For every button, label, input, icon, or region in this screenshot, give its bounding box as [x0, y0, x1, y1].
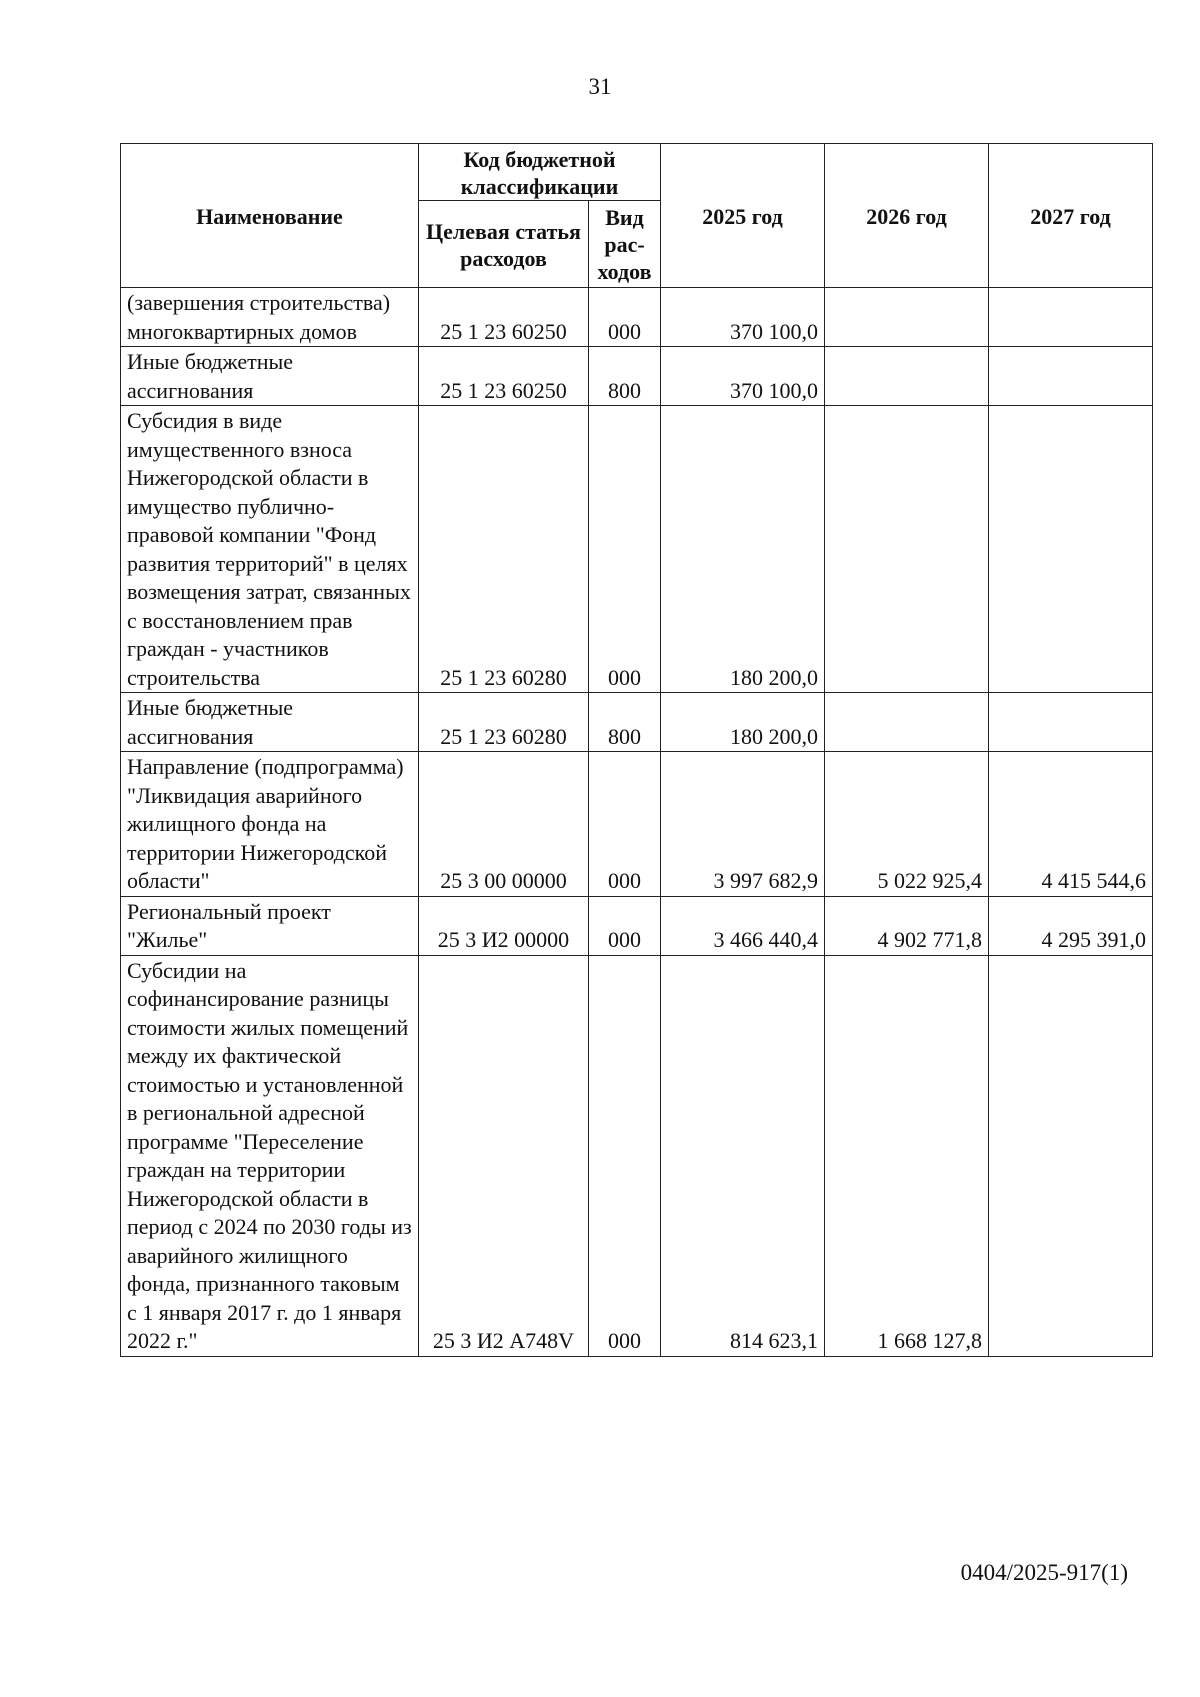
table-row [121, 406, 1153, 693]
row-expense-type: 000 [589, 752, 661, 897]
row-value-2025: 180 200,0 [661, 406, 825, 693]
row-target-article: 25 3 И2 А748V [419, 955, 589, 1356]
row-expense-type: 000 [589, 896, 661, 955]
row-name: Направление (подпрограмма) "Ликвидация аварийного жилищного фонда на территории Нижегородской области" [121, 752, 419, 897]
row-value-2027 [989, 288, 1153, 347]
row-value-2027: 4 295 391,0 [989, 896, 1153, 955]
row-name: (завершения строительства) многоквартирных домов [121, 288, 419, 347]
row-target-article: 25 3 00 00000 [419, 752, 589, 897]
row-value-2025: 814 623,1 [661, 955, 825, 1356]
row-target-article: 25 1 23 60250 [419, 288, 589, 347]
header-target-article: Целевая статья расходов [419, 201, 589, 288]
row-name: Субсидия в виде имущественного взноса Нижегородской области в имущество публично-правовой компании "Фонд развития территорий" в целях возмещения затрат, связанных с восстановлением прав граждан - участников строительства [121, 406, 419, 693]
header-expense-type: Вид рас-ходов [589, 201, 661, 288]
row-name: Региональный проект "Жилье" [121, 896, 419, 955]
row-value-2027 [989, 693, 1153, 752]
row-expense-type: 000 [589, 288, 661, 347]
row-value-2026 [825, 347, 989, 406]
row-value-2027 [989, 955, 1153, 1356]
row-name: Иные бюджетные ассигнования [121, 693, 419, 752]
row-name: Иные бюджетные ассигнования [121, 347, 419, 406]
table-row [121, 347, 1153, 406]
row-value-2025: 3 997 682,9 [661, 752, 825, 897]
row-value-2026 [825, 288, 989, 347]
row-expense-type: 800 [589, 347, 661, 406]
row-target-article: 25 1 23 60250 [419, 347, 589, 406]
row-value-2026: 1 668 127,8 [825, 955, 989, 1356]
row-expense-type: 000 [589, 406, 661, 693]
budget-table [120, 143, 1153, 1357]
row-target-article: 25 1 23 60280 [419, 406, 589, 693]
row-value-2025: 370 100,0 [661, 288, 825, 347]
table-row [121, 693, 1153, 752]
table-row [121, 896, 1153, 955]
table-row [121, 955, 1153, 1356]
row-value-2026: 4 902 771,8 [825, 896, 989, 955]
row-value-2026 [825, 406, 989, 693]
row-value-2026 [825, 693, 989, 752]
row-target-article: 25 1 23 60280 [419, 693, 589, 752]
row-value-2027 [989, 347, 1153, 406]
header-year-2026: 2026 год [825, 144, 989, 288]
row-value-2025: 180 200,0 [661, 693, 825, 752]
document-registration-code: 0404/2025-917(1) [960, 1560, 1128, 1585]
table-row [121, 752, 1153, 897]
header-year-2025: 2025 год [661, 144, 825, 288]
row-value-2026: 5 022 925,4 [825, 752, 989, 897]
header-code-group: Код бюджетной классификации [419, 144, 661, 201]
row-name: Субсидии на софинансирование разницы стоимости жилых помещений между их фактической стоимостью и установленной в региональной адресной программе "Переселение граждан на территории Нижегородской области в период с 2024 по 2030 годы из аварийного жилищного фонда, признанного таковым с 1 января 2017 г. до 1 января 2022 г." [121, 955, 419, 1356]
table-row [121, 288, 1153, 347]
row-value-2027: 4 415 544,6 [989, 752, 1153, 897]
header-name: Наименование [121, 144, 419, 288]
header-year-2027: 2027 год [989, 144, 1153, 288]
row-expense-type: 800 [589, 693, 661, 752]
row-expense-type: 000 [589, 955, 661, 1356]
row-value-2025: 370 100,0 [661, 347, 825, 406]
page-number: 31 [588, 74, 612, 99]
row-target-article: 25 3 И2 00000 [419, 896, 589, 955]
row-value-2027 [989, 406, 1153, 693]
row-value-2025: 3 466 440,4 [661, 896, 825, 955]
